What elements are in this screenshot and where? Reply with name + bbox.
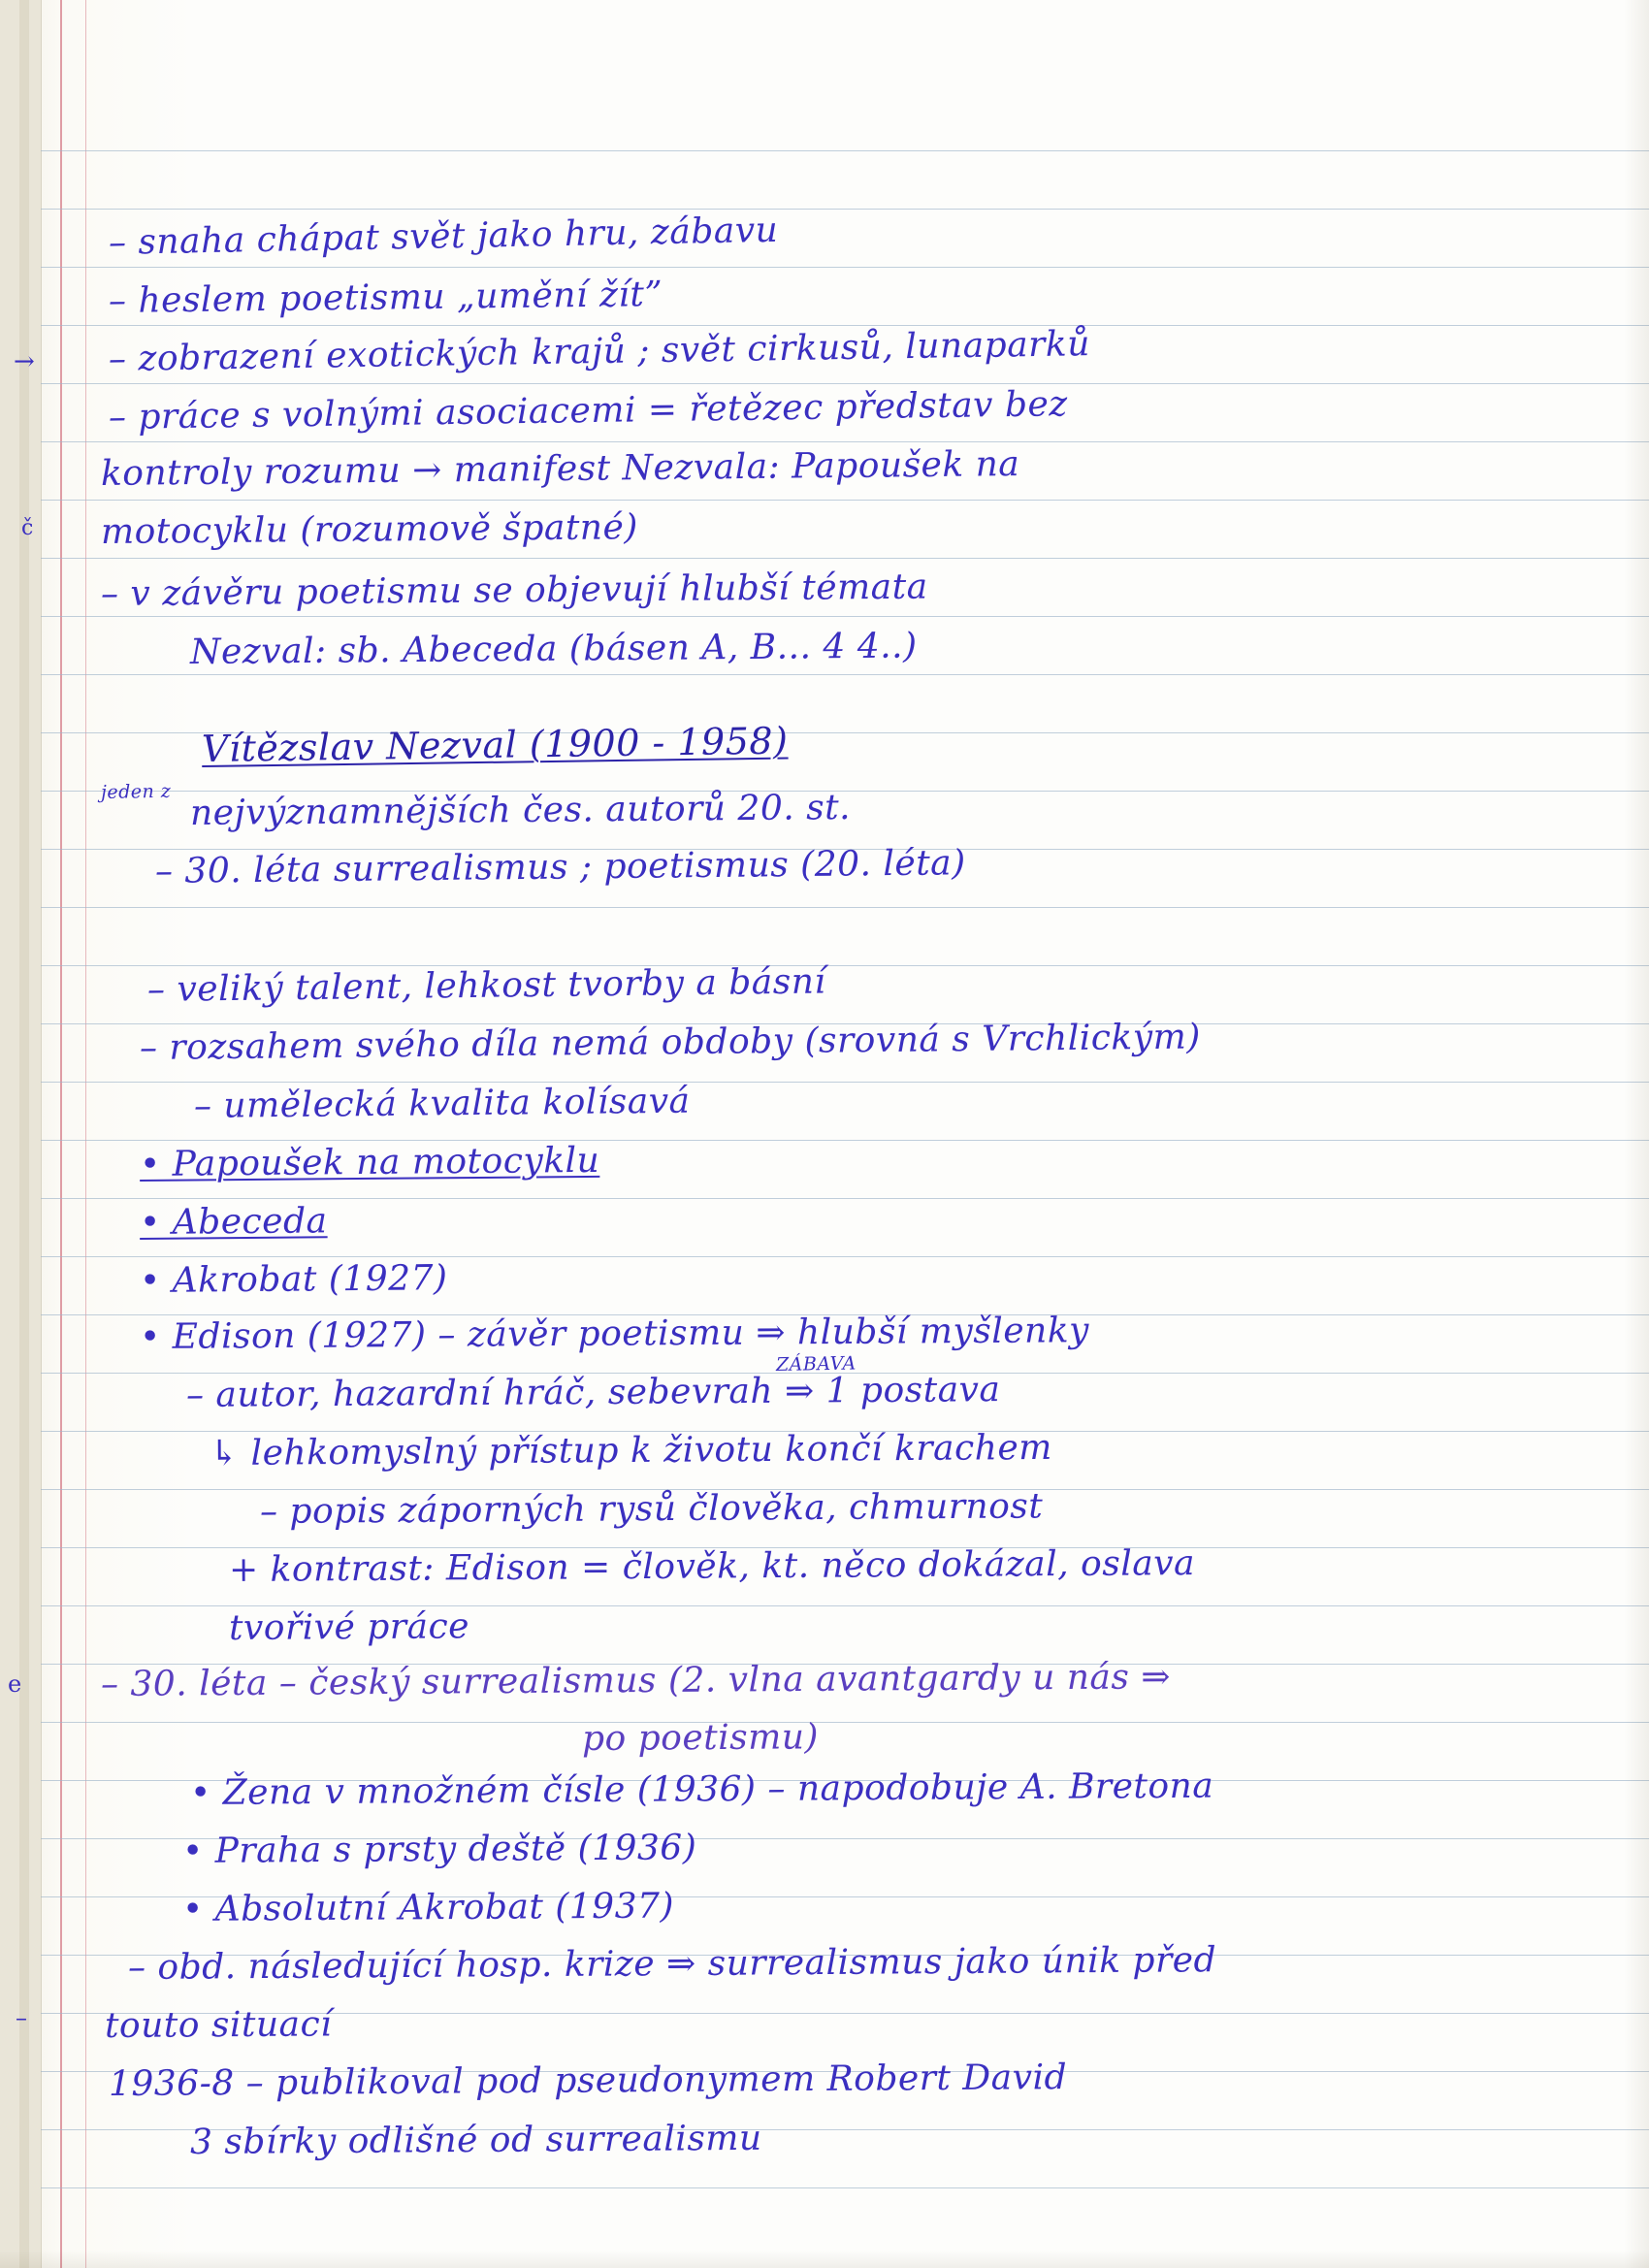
note-line: – umělecká kvalita kolísavá xyxy=(193,1081,691,1126)
arrow-margin-mark-1: → xyxy=(14,347,35,376)
note-line: – heslem poetismu „umění žít” xyxy=(108,275,663,321)
work-title: • Edison (1927) – závěr poetismu ⇒ hlubší myšlenky xyxy=(139,1311,1090,1357)
note-line: – obd. následující hosp. krize ⇒ surrealismus jako únik před xyxy=(127,1940,1217,1988)
note-line: po poetismu) xyxy=(581,1717,820,1759)
work-title: • Žena v množném čísle (1936) – napodobuje A. Bretona xyxy=(189,1766,1214,1813)
note-line: kontroly rozumu → manifest Nezvala: Papoušek na xyxy=(100,444,1020,494)
page-edge-shadow xyxy=(1624,0,1649,2268)
note-line: Nezval: sb. Abeceda (básen A, B... 4 4..) xyxy=(189,626,918,672)
work-title: • Papoušek na motocyklu xyxy=(139,1140,600,1184)
note-line: 3 sbírky odlišné od surrealismu xyxy=(189,2118,762,2162)
work-title: • Abeceda xyxy=(139,1201,328,1243)
page-bottom-shadow xyxy=(0,2251,1649,2268)
note-line: – v závěru poetismu se objevují hlubší témata xyxy=(100,567,928,614)
note-line: – popis záporných rysů člověka, chmurnost xyxy=(259,1486,1044,1532)
note-line: motocyklu (rozumově špatné) xyxy=(100,507,639,552)
note-line: – autor, hazardní hráč, sebevrah ⇒ 1 postava xyxy=(185,1370,1001,1415)
note-line: + kontrast: Edison = člověk, kt. něco dokázal, oslava xyxy=(228,1543,1196,1590)
margin-letter-mark: č xyxy=(21,516,34,540)
note-line: – rozsahem svého díla nemá obdoby (srovná s Vrchlickým) xyxy=(139,1017,1201,1068)
caret-note: ZÁBAVA xyxy=(775,1352,857,1376)
note-line: – 30. léta surrealismus ; poetismus (20. léta) xyxy=(154,843,966,891)
note-line: – 30. léta – český surrealismus (2. vlna avantgardy u nás ⇒ xyxy=(100,1657,1172,1704)
superscript-note: jeden z xyxy=(100,780,172,803)
work-title: • Praha s prsty deště (1936) xyxy=(181,1828,697,1871)
note-line: – snaha chápat svět jako hru, zábavu xyxy=(108,210,779,263)
margin-letter-mark-2: e xyxy=(8,1670,22,1698)
margin-dash-mark: – xyxy=(16,2004,27,2031)
note-line: 1936-8 – publikoval pod pseudonymem Robert David xyxy=(108,2057,1068,2104)
note-line: nejvýznamnějších čes. autorů 20. st. xyxy=(189,788,852,833)
work-title: • Absolutní Akrobat (1937) xyxy=(181,1886,675,1929)
note-line: – práce s volnými asociacemi = řetězec představ bez xyxy=(108,384,1069,437)
note-line: touto situací xyxy=(104,2004,333,2046)
note-line: ↳ lehkomyslný přístup k životu končí krachem xyxy=(209,1427,1052,1474)
author-heading: Vítězslav Nezval (1900 - 1958) xyxy=(201,719,789,770)
note-line: – veliký talent, lehkost tvorby a básní xyxy=(146,961,826,1010)
note-line: tvořivé práce xyxy=(228,1606,470,1648)
work-title: • Akrobat (1927) xyxy=(139,1258,448,1301)
note-line: – zobrazení exotických krajů ; svět cirkusů, lunaparků xyxy=(108,324,1091,379)
